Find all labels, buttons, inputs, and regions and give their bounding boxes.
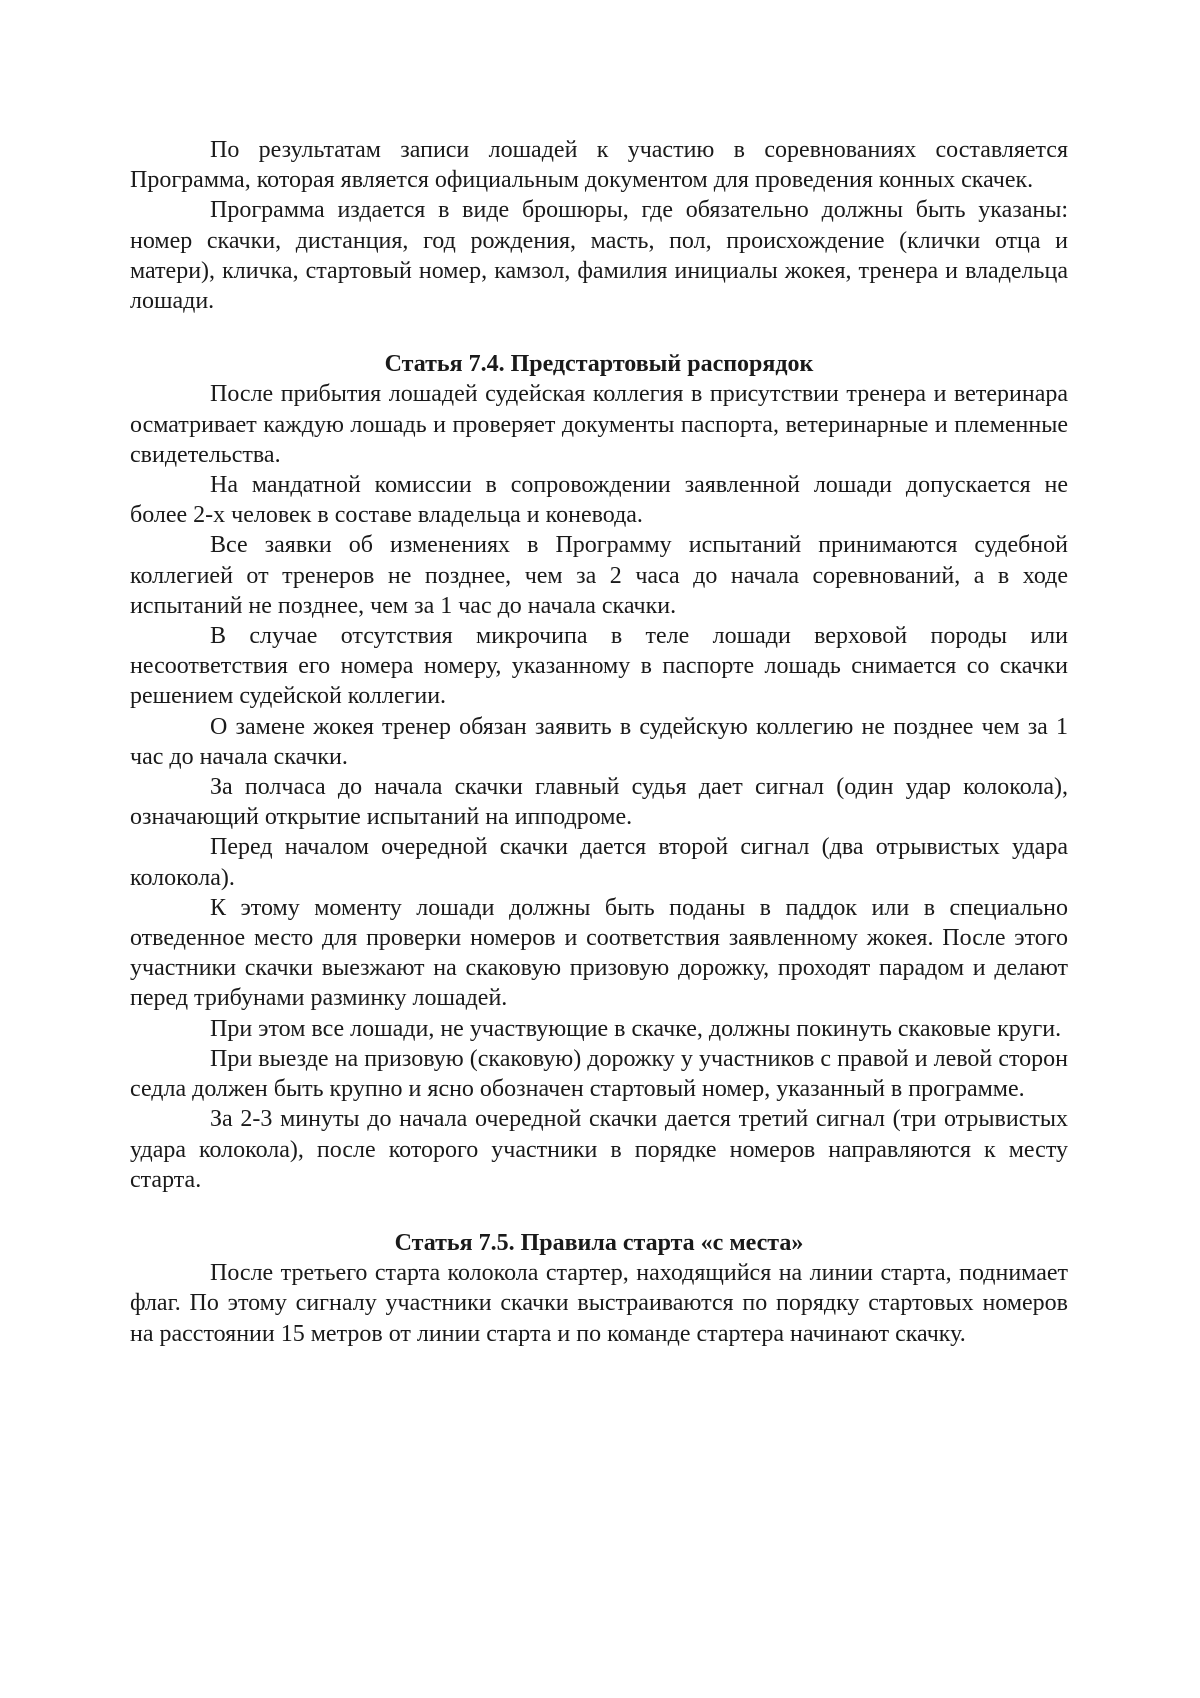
spacer bbox=[130, 1195, 1068, 1228]
paragraph: Перед началом очередной скачки дается второй сигнал (два отрывистых удара колокола). bbox=[130, 834, 1068, 891]
paragraph: На мандатной комиссии в сопровождении заявленной лошади допускается не более 2-х человек в составе владельца и коневода. bbox=[130, 472, 1068, 529]
paragraph: После прибытия лошадей судейская коллегия в присутствии тренера и ветеринара осматривает каждую лошадь и проверяет документы паспорта, ветеринарные и племенные свидетельства. bbox=[130, 381, 1068, 468]
spacer bbox=[130, 316, 1068, 349]
section-heading: Статья 7.5. Правила старта «с места» bbox=[394, 1229, 804, 1256]
paragraph: В случае отсутствия микрочипа в теле лошади верховой породы или несоответствия его номера номеру, указанному в паспорте лошадь снимается со скачки решением судейской коллегии. bbox=[130, 623, 1068, 710]
document-page bbox=[130, 135, 1068, 1349]
paragraph: Все заявки об изменениях в Программу испытаний принимаются судебной коллегией от тренеров не позднее, чем за 2 часа до начала соревнований, а в ходе испытаний не позднее, чем за 1 час до начала скачки. bbox=[130, 532, 1068, 619]
paragraph: При этом все лошади, не участвующие в скачке, должны покинуть скаковые круги. bbox=[210, 1015, 1062, 1042]
section-heading: Статья 7.4. Предстартовый распорядок bbox=[384, 351, 814, 378]
paragraph: О замене жокея тренер обязан заявить в судейскую коллегию не позднее чем за 1 час до начала скачки. bbox=[130, 713, 1068, 770]
paragraph: После третьего старта колокола стартер, находящийся на линии старта, поднимает флаг. По этому сигналу участники скачки выстраиваются по порядку стартовых номеров на расстоянии 15 метров от линии старта и по команде стартера начинают скачку. bbox=[130, 1260, 1068, 1347]
paragraph: По результатам записи лошадей к участию в соревнованиях составляется Программа, которая является официальным документом для проведения конных скачек. bbox=[130, 137, 1068, 194]
paragraph: К этому моменту лошади должны быть поданы в паддок или в специально отведенное место для проверки номеров и соответствия заявленному жокея. После этого участники скачки выезжают на скаковую призовую дорожку, проходят парадом и делают перед трибунами разминку лошадей. bbox=[130, 894, 1068, 1012]
paragraph: Программа издается в виде брошюры, где обязательно должны быть указаны: номер скачки, дистанция, год рождения, масть, пол, происхождение (клички отца и матери), кличка, стартовый номер, камзол, фамилия инициалы жокея, тренера и владельца лошади. bbox=[130, 197, 1068, 315]
paragraph: При выезде на призовую (скаковую) дорожку у участников с правой и левой сторон седла должен быть крупно и ясно обозначен стартовый номер, указанный в программе. bbox=[130, 1045, 1068, 1103]
paragraph: За 2-3 минуты до начала очередной скачки дается третий сигнал (три отрывистых удара колокола), после которого участники в порядке номеров направляются к месту старта. bbox=[130, 1106, 1068, 1193]
paragraph: За полчаса до начала скачки главный судья дает сигнал (один удар колокола), означающий открытие испытаний на ипподроме. bbox=[130, 774, 1068, 831]
